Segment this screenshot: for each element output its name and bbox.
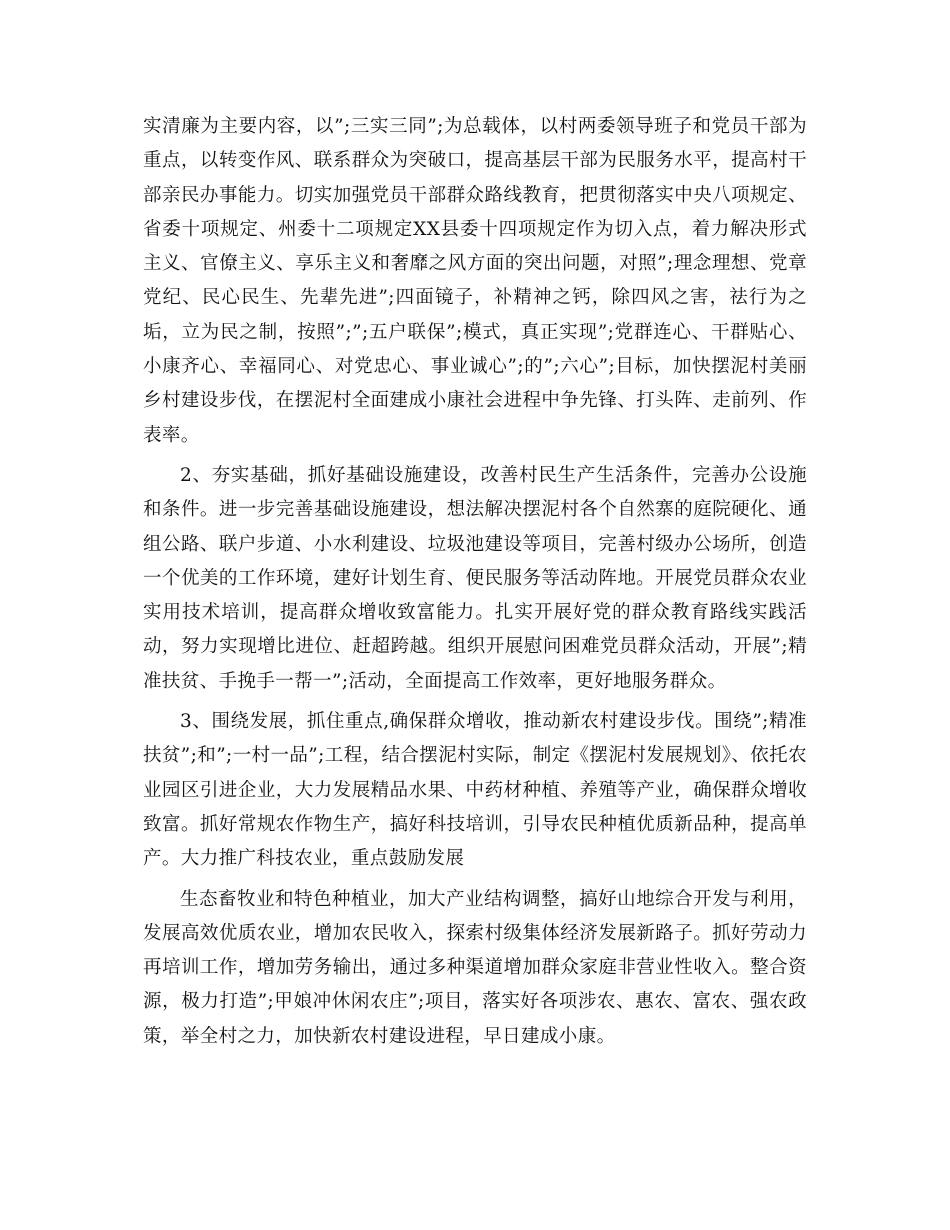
paragraph-4: 生态畜牧业和特色种植业，加大产业结构调整，搞好山地综合开发与利用，发展高效优质农业，增加农民收入，探索村级集体经济发展新路子。抓好劳动力再培训工作，增加劳务输出，通过多种渠道增加群众家庭非营业性收入。整合资源，极力打造”;甲娘冲休闲农庄”;项目，落实好各项涉农、惠农、富农、强农政策，举全村之力，加快新农村建设进程，早日建成小康。 (143, 888, 807, 1047)
document-body (143, 110, 807, 1054)
paragraph-1: 实清廉为主要内容，以”;三实三同”;为总载体，以村两委领导班子和党员干部为重点，以转变作风、联系群众为突破口，提高基层干部为民服务水平，提高村干部亲民办事能力。切实加强党员干部群众路线教育，把贯彻落实中央八项规定、省委十项规定、州委十二项规定XX县委十四项规定作为切入点，着力解决形式主义、官僚主义、享乐主义和奢靡之风方面的突出问题，对照”;理念理想、党章党纪、民心民生、先辈先进”;四面镜子，补精神之钙，除四风之害，祛行为之垢，立为民之制，按照”;”;五户联保”;模式，真正实现”;党群连心、干群贴心、小康齐心、幸福同心、对党忠心、事业诚心”;的”;六心”;目标，加快摆泥村美丽乡村建设步伐，在摆泥村全面建成小康社会进程中争先锋、打头阵、走前列、作表率。 (143, 116, 807, 446)
paragraph-3: 3、围绕发展，抓住重点,确保群众增收，推动新农村建设步伐。围绕”;精准扶贫”;和”;一村一品”;工程，结合摆泥村实际，制定《摆泥村发展规划》、依托农业园区引进企业，大力发展精品水果、中药材种植、养殖等产业，确保群众增收致富。抓好常规农作物生产，搞好科技培训，引导农民种植优质新品种，提高单产。大力推广科技农业，重点鼓励发展 (143, 711, 807, 870)
paragraph-2: 2、夯实基础，抓好基础设施建设，改善村民生产生活条件，完善办公设施和条件。进一步完善基础设施建设，想法解决摆泥村各个自然寨的庭院硬化、通组公路、联户步道、小水利建设、垃圾池建设等项目，完善村级办公场所，创造一个优美的工作环境，建好计划生育、便民服务等活动阵地。开展党员群众农业实用技术培训，提高群众增收致富能力。扎实开展好党的群众教育路线实践活动，努力实现增比进位、赶超跨越。组织开展慰问困难党员群众活动，开展”;精准扶贫、手挽手一帮一”;活动，全面提高工作效率，更好地服务群众。 (143, 464, 807, 692)
